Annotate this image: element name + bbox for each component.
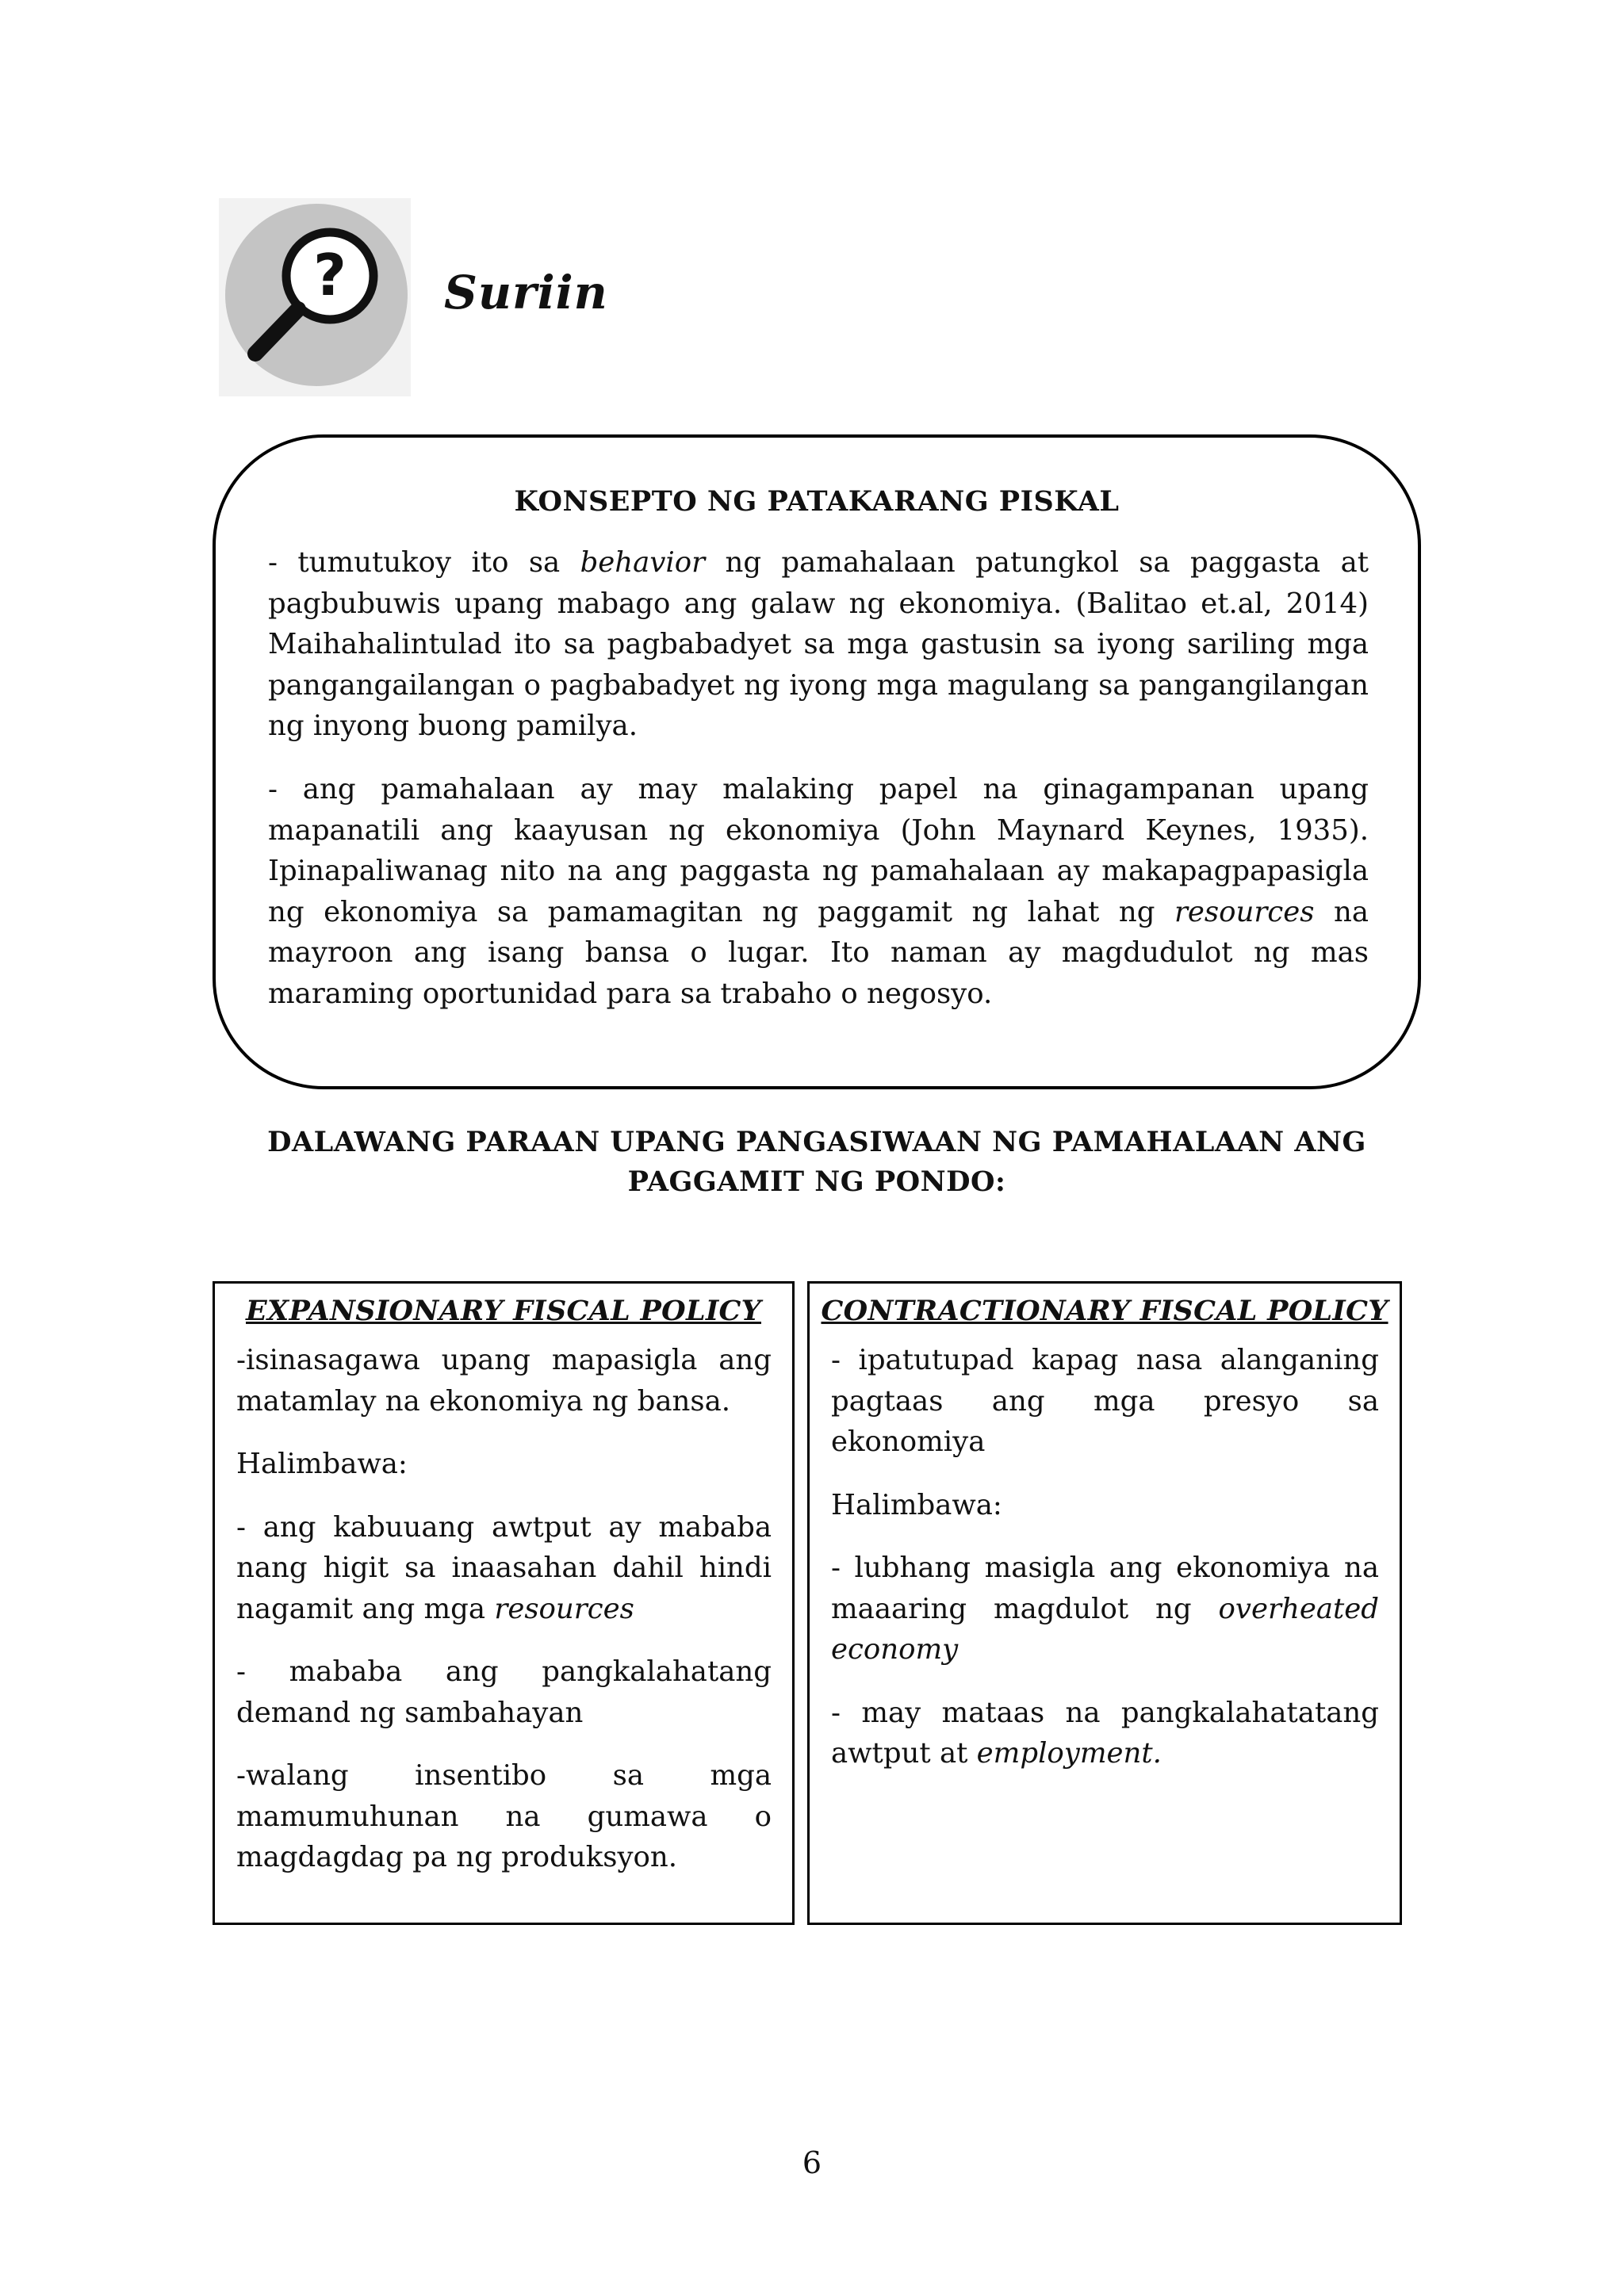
contractionary-example-label: Halimbawa: — [831, 1488, 1002, 1521]
expansionary-heading: EXPANSIONARY FISCAL POLICY — [246, 1295, 761, 1327]
expansionary-example-1: - ang kabuuang awtput ay mababa nang higit sa inaasahan dahil hindi nagamit ang mga resources — [236, 1510, 772, 1625]
contractionary-intro: - ipatutupad kapag nasa alanganing pagtaas ang mga presyo sa ekonomiya — [831, 1344, 1379, 1458]
expansionary-policy-box — [213, 1281, 795, 1925]
concept-paragraph-2: - ang pamahalaan ay may malaking papel na ginagampanan upang mapanatili ang kaayusan ng ekonomiya (John Maynard Keynes, 1935). Ipinapaliwanag nito na ang paggasta ng pamahalaan ay makapagpapasigla ng ekonomiya sa pamamagitan ng paggamit ng lahat ng resources na mayroon ang isang bansa o lugar. Ito naman ay magdudulot ng mas maraming oportunidad para sa trabaho o negosyo. — [268, 773, 1369, 1010]
concept-box — [213, 434, 1421, 1089]
expansionary-intro: -isinasagawa upang mapasigla ang matamlay na ekonomiya ng bansa. — [236, 1344, 772, 1418]
contractionary-policy-box — [807, 1281, 1402, 1925]
magnifier-question-icon — [219, 198, 411, 396]
section-title: Suriin — [444, 266, 608, 320]
methods-heading: DALAWANG PARAAN UPANG PANGASIWAAN NG PAMAHALAAN ANG PAGGAMIT NG PONDO: — [267, 1126, 1366, 1198]
page-number: 6 — [802, 2145, 822, 2180]
expansionary-example-label: Halimbawa: — [236, 1448, 408, 1480]
contractionary-example-2: - may mataas na pangkalahatatang awtput at employment. — [831, 1696, 1379, 1770]
contractionary-example-1: - lubhang masigla ang ekonomiya na maaaring magdulot ng overheated economy — [831, 1552, 1379, 1666]
contractionary-heading: CONTRACTIONARY FISCAL POLICY — [821, 1295, 1388, 1327]
concept-heading: KONSEPTO NG PATAKARANG PISKAL — [514, 485, 1120, 518]
expansionary-example-3: -walang insentibo sa mga mamumuhunan na gumawa o magdagdag pa ng produksyon. — [236, 1759, 772, 1873]
expansionary-example-2: - mababa ang pangkalahatang demand ng sambahayan — [236, 1655, 772, 1729]
svg-text:?: ? — [313, 242, 347, 308]
concept-paragraph-1: - tumutukoy ito sa behavior ng pamahalaan patungkol sa paggasta at pagbubuwis upang mabago ang galaw ng ekonomiya. (Balitao et.al, 2014) Maihahalintulad ito sa pagbabadyet sa mga gastusin sa iyong sariling mga pangangailangan o pagbabadyet ng iyong mga magulang sa pangangilangan ng inyong buong pamilya. — [268, 546, 1369, 742]
